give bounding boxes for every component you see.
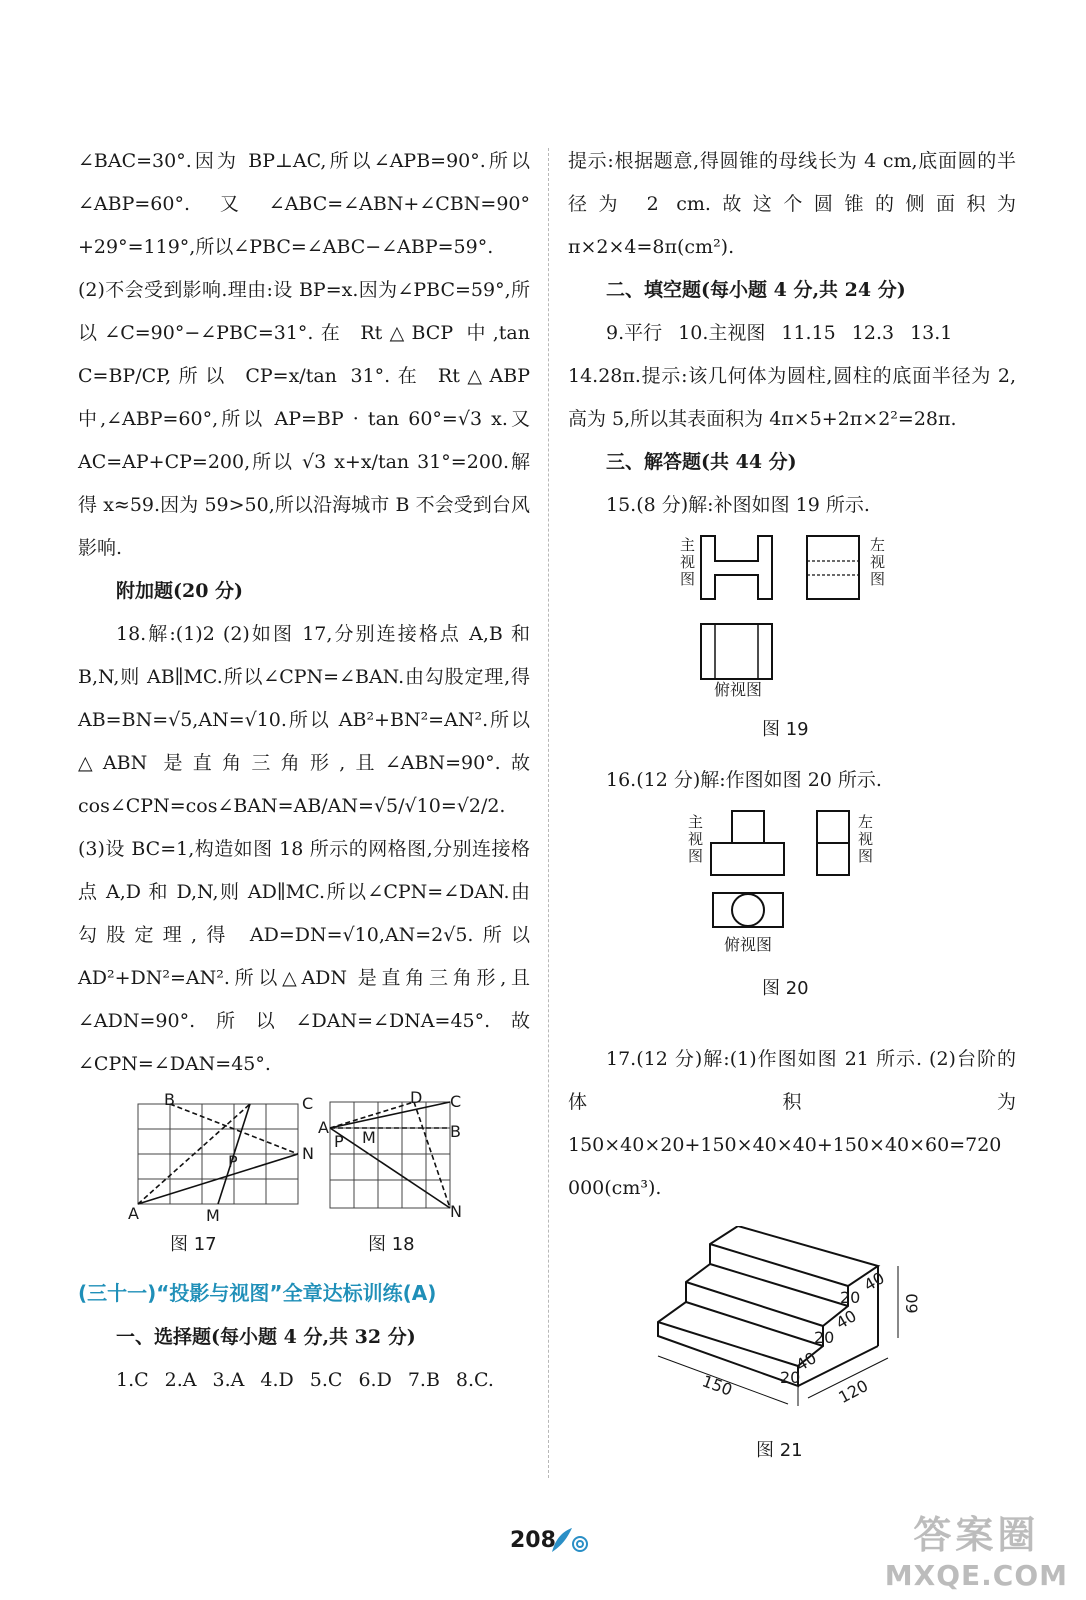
fig20-caption: 图 20 [762,978,809,999]
fig21-dim-40-mid: 40 [832,1306,860,1333]
solution-part2: (2)不会受到影响.理由:设 BP=x.因为∠PBC=59°,所以∠C=90°−∠PBC=31°.在 Rt△BCP 中,tan C=BP/CP,所以 CP=x/tan 31°.在 Rt△ABP 中,∠ABP=60°,所以 AP=BP · tan 60°=√3 x.又 AC=AP+CP=200,所以 √3 x+x/tan 31°=200.解得 x≈59.因为 59>50,所以沿海城市 B 不会受到台风影响. [78,279,530,559]
left-column [78,140,530,1402]
choice-answers [78,1359,530,1402]
hint-text: 提示:根据题意,得圆锥的母线长为 4 cm,底面圆的半径为 2 cm.故这个圆锥的侧面积为 π×2×4=8π(cm²). [568,150,1016,258]
q15-text: 15.(8 分)解:补图如图 19 所示. [606,494,870,516]
fig21-dim-60: 60 [902,1293,922,1314]
fig21-dim-40-top: 40 [860,1268,888,1295]
answer-8: 8.C. [455,1369,494,1391]
fig20-side-label: 左视图 [858,813,874,865]
fig20-side-view [814,808,854,878]
watermark [885,1504,1068,1592]
fill-heading: 二、填空题(每小题 4 分,共 24 分) [606,279,906,301]
bonus-heading: 附加题(20 分) [116,580,244,602]
column-divider [548,148,549,1478]
fig17-label-m: M [206,1206,220,1225]
watermark-top: 答案圈 [913,1513,1040,1557]
grid-figure-17 [128,1092,318,1222]
fill-answer-12: 12.3 [851,322,895,344]
fig21-staircase [648,1226,948,1426]
fill-answer-13: 13.1 [910,322,953,344]
fig19-caption: 图 19 [762,719,809,740]
fig21-dim-150: 150 [699,1371,735,1400]
answer-5: 5.C [309,1369,343,1391]
fig20-top-view [710,890,786,930]
fig18-label-n: N [450,1202,462,1221]
fig18-label-b: B [450,1122,461,1141]
page-number: 208 [510,1528,556,1553]
fig18-caption: 图 18 [368,1234,415,1255]
fig21-caption: 图 21 [756,1440,803,1461]
q18-solution: 18.解:(1)2 (2)如图 17,分别连接格点 A,B 和 B,N,则 AB∥MC.所以∠CPN=∠BAN.由勾股定理,得 AB=BN=√5,AN=√10.所以 AB²+BN²=AN².所以△ABN 是直角三角形,且∠ABN=90°.故 cos∠CPN=cos∠BAN=AB/AN=√5/√10=√2/2. (3)设 BC=1,构造如图 18 所示的网格图,分别连接格点 A,D 和 D,N,则 AD∥MC.所以∠CPN=∠DAN.由勾股定理,得 AD=DN=√10,AN=2√5.所以 AD²+DN²=AN².所以△ADN 是直角三角形,且∠ADN=90°.所以∠DAN=∠DNA=45°.故∠CPN=∠DAN=45°. [78,623,530,1075]
fill-answers [568,312,1016,355]
fill-answer-10: 10.主视图 [678,322,766,344]
fill-answer-11: 11.15 [781,322,836,344]
watermark-bottom: MXQE.COM [884,1559,1068,1592]
fig20-front-label: 主视图 [688,813,704,865]
fill-answer-9: 9.平行 [606,322,663,344]
figures-17-18 [78,1088,530,1262]
decorative-leaf-icon [548,1524,592,1556]
fig18-label-a: A [318,1118,329,1137]
choice-heading: 一、选择题(每小题 4 分,共 32 分) [116,1326,416,1348]
fig20-front-view [708,808,788,878]
answer-3: 3.A [212,1369,245,1391]
fig21-dim-20-top: 20 [840,1288,861,1307]
fig21-dim-20-bottom: 20 [780,1368,801,1387]
fig18-label-d: D [410,1088,423,1107]
solve-heading: 三、解答题(共 44 分) [606,451,797,473]
figure-19 [568,527,1016,759]
section-title: (三十一)“投影与视图”全章达标训练(A) [78,1281,437,1305]
figure-20 [568,802,1016,1038]
answer-4: 4.D [260,1369,294,1391]
fig21-dim-20-mid: 20 [814,1328,835,1347]
figure-21 [568,1210,1016,1480]
solution-part1: ∠BAC=30°.因为 BP⊥AC,所以∠APB=90°.所以∠ABP=60°.又∠ABC=∠ABN+∠CBN=90°+29°=119°,所以∠PBC=∠ABC−∠ABP=59°. [78,150,530,258]
answer-1: 1.C [116,1369,149,1391]
fig19-top-view [698,621,778,683]
fig17-label-p: P [228,1152,238,1171]
answer-2: 2.A [164,1369,197,1391]
fig19-top-label: 俯视图 [714,680,763,699]
q17-text: 17.(12 分)解:(1)作图如图 21 所示. (2)台阶的体积为 150×40×20+150×40×40+150×40×60=720 000(cm³). [568,1048,1016,1199]
answer-6: 6.D [358,1369,392,1391]
fig19-side-view [804,533,864,605]
fig18-label-p: P [334,1132,344,1151]
fig17-label-n: N [302,1144,314,1163]
fig17-label-c: C [302,1094,314,1113]
fig21-dim-120: 120 [835,1375,872,1408]
fig18-label-c: C [450,1092,462,1111]
fig20-top-label: 俯视图 [724,935,773,954]
q16-text: 16.(12 分)解:作图如图 20 所示. [606,769,882,791]
fig17-caption: 图 17 [170,1234,217,1255]
fig21-dim-40-bottom: 40 [792,1348,820,1375]
q14-text: 14.28π.提示:该几何体为圆柱,圆柱的底面半径为 2,高为 5,所以其表面积为 4π×5+2π×2²=28π. [568,365,1016,430]
fig17-label-a: A [128,1204,139,1223]
fig19-front-view [698,533,778,605]
fig18-label-m: M [362,1128,376,1147]
right-column [568,140,1016,1480]
fig19-side-label: 左视图 [870,536,886,588]
fig17-label-b: B [164,1090,175,1109]
fig19-front-label: 主视图 [680,536,696,588]
answer-7: 7.B [407,1369,440,1391]
